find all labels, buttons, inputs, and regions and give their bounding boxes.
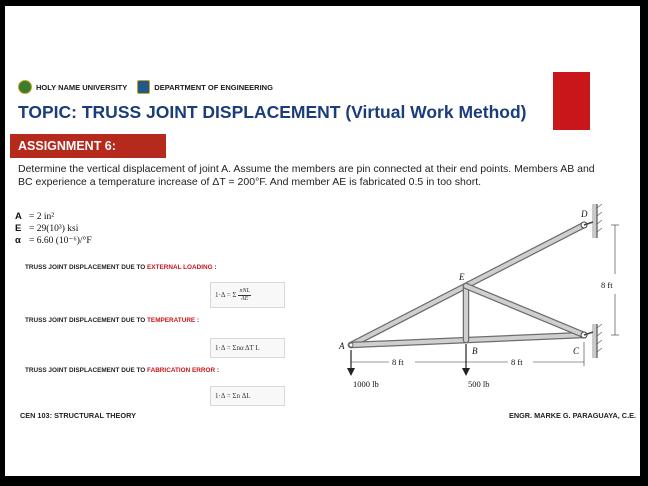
formula-fabrication: 1·Δ = Σn ΔL [210,386,285,406]
joint-label-B: B [472,346,478,356]
section-heading-temperature [25,317,199,324]
problem-statement: Determine the vertical displacement of joint A. Assume the members are pin connected at their end points. Members AB and BC experience a temperature increase of ΔT = 200°F. And member AE is fabricated 0.5 in too short. [18,163,595,188]
university-name: HOLY NAME UNIVERSITY [36,82,128,92]
section-heading-fabrication [25,367,219,374]
load-label-A: 1000 lb [353,379,379,389]
assignment-label: ASSIGNMENT 6: [10,134,166,158]
joint-label-A: A [339,341,345,351]
formula-loading-lhs: 1·Δ = Σ [215,291,237,299]
property-value: = 2 in² [29,212,55,222]
property-key: A [15,211,22,222]
section-prefix: TRUSS JOINT DISPLACEMENT DUE TO [25,264,148,271]
section-highlight: EXTERNAL LOADING [147,264,213,271]
dim-label-left: 8 ft [392,357,404,367]
property-key: E [15,223,22,234]
load-arrow-A [347,350,355,376]
property-value: = 6.60 (10⁻⁶)/°F [29,236,92,246]
material-properties [15,211,92,247]
footer-instructor: ENGR. MARKE G. PARAGUAYA, C.E. [508,411,636,420]
section-suffix: : [215,367,219,374]
slide [5,6,640,476]
pin-A [349,343,353,347]
section-highlight: FABRICATION ERROR [147,367,216,374]
university-logo-icon [18,80,32,94]
decorative-red-block [553,72,590,130]
formula-loading [210,282,285,308]
header-bar [18,80,279,94]
footer-course: CEN 103: STRUCTURAL THEORY [20,411,136,420]
property-row [15,211,92,223]
joint-label-E: E [459,272,465,282]
property-key: α [15,235,21,246]
formula-fraction [238,288,250,303]
load-arrow-B [462,344,470,376]
truss-members [351,225,584,345]
wall-support-bottom [592,324,602,358]
section-suffix: : [195,317,200,324]
property-row [15,223,92,235]
section-highlight: TEMPERATURE [147,317,196,324]
truss-diagram [337,202,627,398]
property-value: = 29(10³) ksi [29,224,79,234]
dim-label-right: 8 ft [511,357,523,367]
formula-temperature: 1·Δ = Σnα ΔT L [210,338,285,358]
formula-numerator: nNL [239,287,250,294]
section-heading-loading [25,264,217,271]
wall-support-top [592,204,602,238]
section-suffix: : [212,264,217,271]
joint-label-D: D [581,209,588,219]
dim-label-height: 8 ft [601,280,613,290]
section-prefix: TRUSS JOINT DISPLACEMENT DUE TO [25,367,148,374]
department-name: DEPARTMENT OF ENGINEERING [154,82,273,92]
property-row [15,235,92,247]
department-logo-icon [137,80,150,94]
joint-label-C: C [573,346,580,356]
section-prefix: TRUSS JOINT DISPLACEMENT DUE TO [25,317,148,324]
load-label-B: 500 lb [468,379,490,389]
formula-denominator: AE [240,295,249,302]
page-title: TOPIC: TRUSS JOINT DISPLACEMENT (Virtual Work Method) [18,102,527,122]
